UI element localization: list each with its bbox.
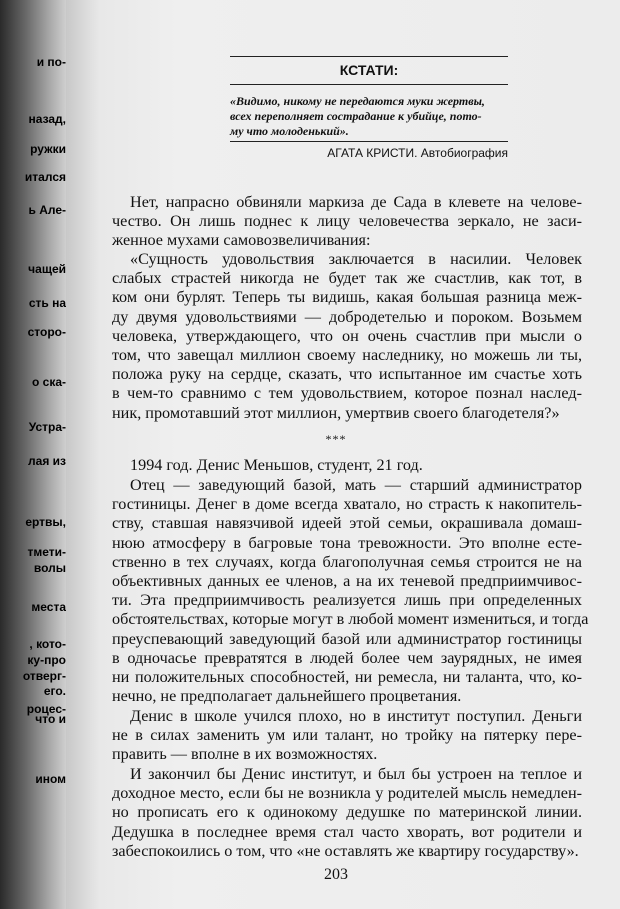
text-line: ник, промотавший этот миллион, умертвив своего благодетеля?» [112,403,560,422]
gutter-text-fragment: назад, [28,112,66,126]
gutter-text-fragment: тмети- [27,545,66,559]
text-line: ти. Эта предприимчивость реализуется лишь при определенных [112,591,582,610]
text-line: объективных данных ее членов, а на их теневой предприимчивос- [112,571,582,590]
gutter-text-fragment: сторо- [27,325,66,339]
sidebar-title-rule [230,84,508,85]
sidebar-attribution-rule [230,141,508,142]
paragraph-2-quote [112,250,582,423]
text-line: нечно, не предполагает дальнейшего процветания. [112,687,462,706]
gutter-text-fragment: ином [35,772,66,786]
gutter-text-fragment: волы [33,561,66,575]
gutter-text-fragment: о ска- [31,375,66,389]
gutter-text-fragment: Устра- [28,420,66,434]
gutter-text-fragment: ь Але- [28,203,66,217]
text-line: Дедушка в последнее время стал часто хворать, вот родители и [112,822,582,841]
quote-line: му что молоденький». [230,124,349,138]
sidebar-title: КСТАТИ: [339,62,399,78]
text-line: доходное место, если бы не возникла у родителей мысль немедлен- [112,784,582,803]
paragraph-1 [112,193,582,251]
text-line: человека, утверждающего, что он очень счастлив при мысли о [112,326,582,345]
text-line: ни положительных способностей, ни ремесла, ни таланта, что, ко- [112,667,582,686]
gutter-text-fragment: ку-про [27,653,66,667]
page-number: 203 [324,866,348,883]
text-line: Нет, напрасно обвиняли маркиза де Сада в клевете на челове- [130,193,582,211]
sidebar-top-rule [230,56,508,57]
gutter-text-fragment: сть на [28,296,66,310]
text-line: «Сущность удовольствия заключается в насилии. Человек [130,250,582,268]
paragraph-3 [112,476,589,706]
gutter-text-fragment: и по- [36,55,66,69]
text-line: гостиницы. Денег в доме всегда хватало, но страсть к накопитель- [112,495,582,514]
quote-line: всех переполняет сострадание к убийце, пото- [230,109,482,123]
text-line: ком они бурлят. Теперь ты видишь, какая большая разница меж- [112,288,582,307]
text-line: нюю атмосферу в багровые тона тревожности. Это вполне есте- [112,533,582,552]
text-line: положа руку на сердце, сказать, что испытанное им счастье хоть [112,365,582,384]
text-line: в одночасье превратятся в людей более чем заурядных, не имея [112,648,582,667]
sidebar-attribution: АГАТА КРИСТИ. Автобиография [327,146,508,160]
text-line: ственно в тех случаях, когда благополучная семья строится не на [112,552,582,571]
text-line: том, что завещал миллион своему наследнику, но можешь ли ты, [112,345,582,364]
gutter-text-fragment: , кото- [29,637,66,651]
paragraph-4 [112,707,582,765]
text-line: править — вполне в их возможностях. [112,745,378,764]
case-heading [112,456,582,475]
gutter-text-fragment: итался [24,170,66,184]
gutter-text-fragment: лая из [28,454,66,468]
text-line: ству, ставшая навязчивой идеей этой семьи, окрашивала домаш- [112,514,582,533]
gutter-text-fragment: роцес- [26,702,66,716]
gutter-text-fragment: чащей [28,262,66,276]
section-separator: *** [325,432,347,446]
text-line: обстоятельствах, которые могут в любой момент измениться, и тогда [112,610,589,629]
gutter-text-fragment: места [31,600,66,614]
paragraph-5 [112,765,582,861]
gutter-text-fragment: ружки [30,142,66,156]
text-line: чество. Он лишь поднес к лицу человечества зеркало, не заси- [112,212,582,231]
text-line: слабых страстей никогда не будет так же счастлив, как тот, в [112,269,582,288]
sidebar-quote [230,94,508,139]
text-line: преуспевающий заведующий базой или администратор гостиницы [112,629,582,648]
text-line: Отец — заведующий базой, мать — старший администратор [130,476,582,494]
text-line: в чем-то сравнимо с тем удовольствием, которое познал наслед- [112,384,582,403]
text-line: И закончил бы Денис институт, и был бы устроен на теплое и [130,765,582,783]
gutter-text-fragment: его. [43,684,66,698]
text-line: не в силах заменить ум или талант, но тройку на пятерку пере- [112,726,582,745]
text-line: ду двумя удовольствиями — добродетелью и пороком. Возьмем [112,307,582,326]
text-line: забеспокоились о том, что «не оставлять же квартиру государству». [112,841,579,860]
quote-line: «Видимо, никому не передаются муки жертвы, [230,94,485,108]
gutter-text-fragment: отверг- [22,669,66,683]
case-heading-text: 1994 год. Денис Меньшов, студент, 21 год. [130,456,423,474]
text-line: женное мухами самовозвеличивания: [112,231,371,250]
gutter-text-fragment: что и [35,712,66,726]
gutter-text-fragment: ертвы, [25,515,66,529]
text-line: но прописать его к одинокому дедушке по материнской линии. [112,803,582,822]
facing-page-gutter [0,0,66,909]
text-line: Денис в школе учился плохо, но в институт поступил. Деньги [130,707,582,725]
